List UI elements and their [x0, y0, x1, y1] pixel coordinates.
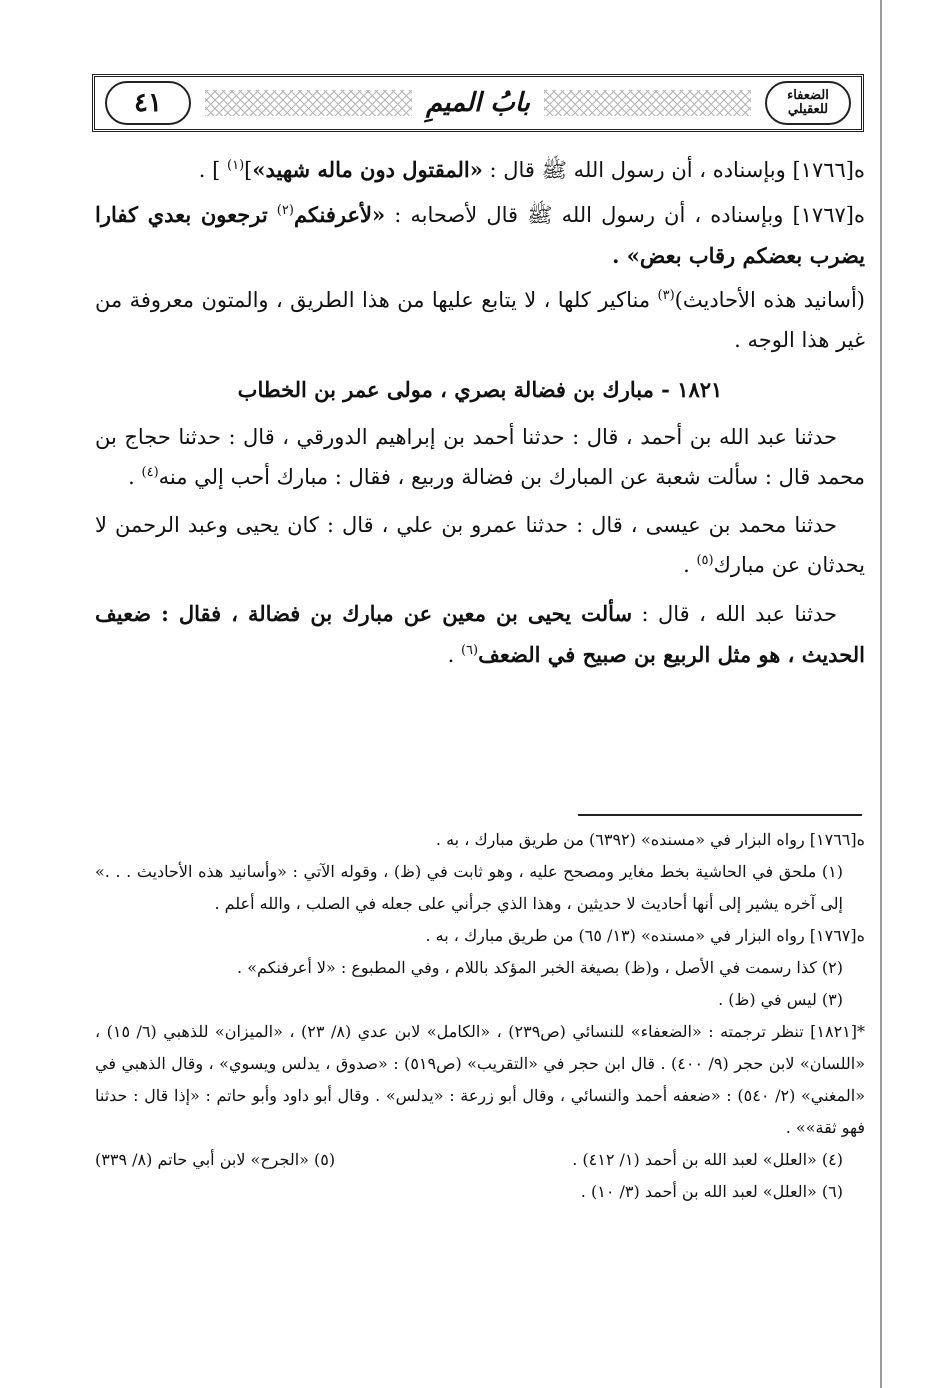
footnote-2: (٢) كذا رسمت في الأصل ، و(ظ) بصيغة الخبر المؤكد باللام ، وفي المطبوع : «لا أعرفنكم» . [237, 958, 843, 977]
entry-title-1821: ١٨٢١ - مبارك بن فضالة بصري ، مولى عمر بن الخطاب [237, 377, 723, 403]
page-number-cartouche [105, 81, 191, 125]
footnote-ref: (٤) [141, 465, 159, 481]
narration-end: . [128, 465, 135, 490]
hadith-isnad: وبإسناده ، أن رسول الله ﷺ قال لأصحابه : [394, 202, 784, 227]
footnote-3: (٣) ليس في (ظ) . [718, 990, 843, 1009]
footnote-ref: (٣) [657, 287, 675, 303]
isnad-comment [95, 281, 865, 361]
narration-end: . [447, 642, 455, 667]
page-number: ٤١ [134, 87, 162, 118]
footnote-6: (٦) «العلل» لعبد الله بن أحمد (٣/ ١٠) . [580, 1182, 843, 1201]
book-emblem-text: الضعفاء للعقيلي [787, 87, 829, 117]
chapter-title: بابُ الميمِ [425, 88, 530, 118]
footnote-ref: (٦) [460, 642, 479, 658]
hadith-matn-b: ترجعون بعدي كفارا يضرب بعضكم رقاب بعض» . [95, 201, 865, 268]
narration-3 [95, 594, 865, 676]
hadith-marker: ه[١٧٦٧] [792, 202, 865, 227]
comment-b: مناكير كلها ، لا يتابع عليها من هذا الطريق ، والمتون معروفة من غير هذا الوجه . [95, 287, 865, 352]
comment-a: (أسانيد هذه الأحاديث) [674, 287, 865, 312]
footnote-ref: (٢) [276, 202, 294, 218]
narration-text-a: حدثنا عبد الله ، قال : [641, 601, 838, 626]
footnote-1767: ه[١٧٦٧] رواه البزار في «مسنده» (١٣/ ٦٥) من طريق مبارك ، به . [425, 926, 865, 945]
book-emblem [765, 81, 851, 125]
hadith-isnad: وبإسناده ، أن رسول الله ﷺ قال : [489, 158, 786, 182]
narration-text: حدثنا عبد الله بن أحمد ، قال : حدثنا أحمد بن إبراهيم الدورقي ، قال : حدثنا حجاج بن محمد قال : سألت شعبة عن المبارك بن فضالة وربيع ، فقال : مبارك أحب إلي منه [95, 425, 865, 490]
footnote-4: (٤) «العلل» لعبد الله بن أحمد (١/ ٤١٢) . [572, 1150, 843, 1169]
footnote-5: (٥) «الجرح» لابن أبي حاتم (٨/ ٣٣٩) [95, 1150, 336, 1169]
hadith-close: ] . [198, 158, 221, 182]
footnotes [95, 824, 865, 1208]
footnote-1766: ه[١٧٦٦] رواه البزار في «مسنده» (٦٣٩٢) من طريق مبارك ، به . [435, 830, 865, 849]
footnote-1821: *[١٨٢١] تنظر ترجمته : «الضعفاء» للنسائي (ص٢٣٩) ، «الكامل» لابن عدي (٨/ ٢٣) ، «الميزان» للذهبي (٦/ ١٥) ، «اللسان» لابن حجر (٩/ ٤٠٠) . قال ابن حجر في «التقريب» (ص٥١٩) : «صدوق ، يدلس ويسوي» ، وقال الذهبي في «المغني» (٢/ ٥٤٠) : «ضعفه أحمد والنسائي ، وقال أبو زرعة : «يدلس» . وقال أبو داود وأبو حاتم : «إذا قال : حدثنا فهو ثقة»» . [95, 1022, 866, 1137]
narration-text-b: سألت يحيى بن معين عن مبارك بن فضالة ، فقال : ضعيف الحديث ، هو مثل الربيع بن صبيح في الضعف [95, 600, 865, 667]
hadith-matn: «المقتول دون ماله شهيد» [252, 157, 483, 182]
footnote-separator [578, 814, 862, 816]
hadith-1767 [95, 195, 865, 277]
narration-1 [95, 418, 865, 498]
hadith-1766 [95, 150, 865, 191]
hadith-marker: ه[١٧٦٦] [792, 158, 865, 182]
footnote-row-4-5 [95, 1144, 865, 1176]
bracket-close: ] [244, 158, 253, 182]
footnote-1: (١) ملحق في الحاشية بخط مغاير ومصحح عليه ، وهو ثابت في (ظ) ، وقوله الآتي : «وأسانيد هذه الأحاديث . . .» إلى آخره يشير إلى أنها أحاديث لا حديثين ، وهذا الذي جرأني على جعله في الصلب ، والله أعلم . [95, 862, 843, 913]
main-text [95, 150, 865, 682]
hadith-matn-a: «لأعرفنكم [293, 201, 386, 227]
header-ornament-right [544, 90, 751, 116]
footnote-ref: (٥) [696, 553, 714, 569]
footnote-ref: (١) [227, 158, 245, 173]
narration-end: . [683, 553, 690, 578]
page-edge-line [880, 0, 882, 1388]
page-header [92, 74, 864, 132]
header-ornament-left [205, 90, 412, 116]
narration-text: حدثنا محمد بن عيسى ، قال : حدثنا عمرو بن علي ، قال : كان يحيى وعبد الرحمن لا يحدثان عن مبارك [95, 513, 865, 578]
narration-2 [95, 506, 865, 586]
